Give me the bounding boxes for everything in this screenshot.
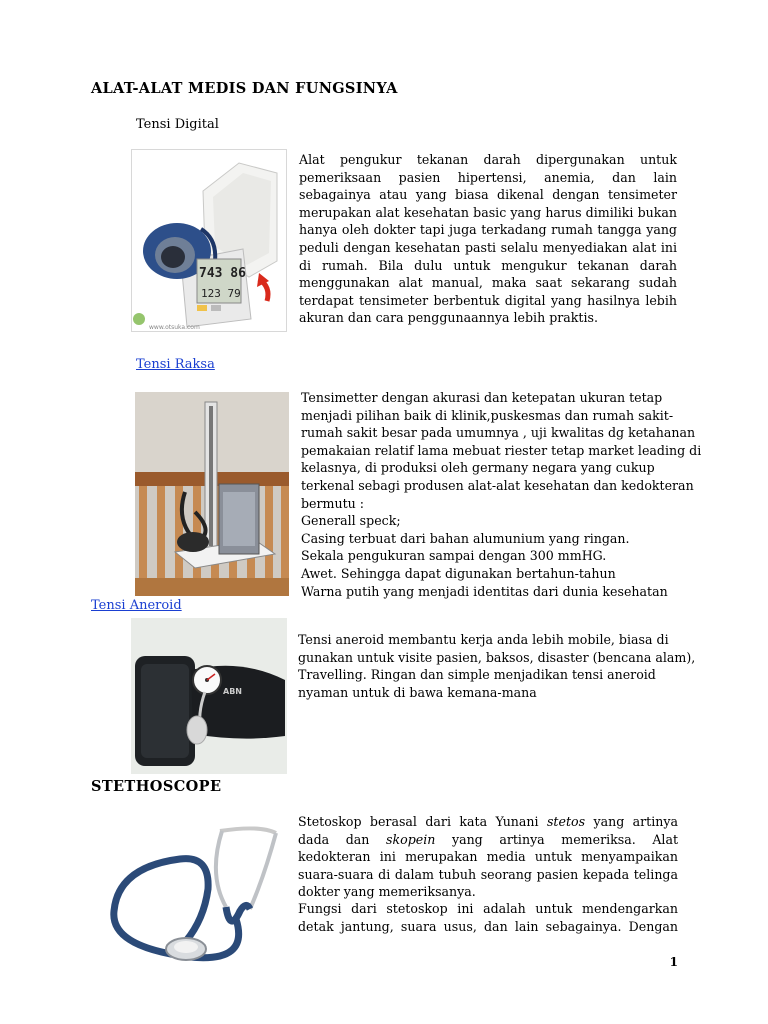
raksa-spec-item: Casing terbuat dari bahan alumunium yang ringan.: [301, 530, 630, 546]
stethoscope-paragraph-2: Fungsi dari stetoskop ini adalah untuk mendengarkan detak jantung, suara usus, dan lain sebagainya. Dengan: [298, 901, 678, 934]
page-number: 1: [669, 955, 678, 969]
stethoscope-heading: STETHOSCOPE: [91, 778, 222, 795]
tensi-aneroid-description: [298, 631, 698, 701]
raksa-line: pemakaian relatif lama mebuat riester tetap market leading di: [301, 442, 702, 458]
raksa-spec-item: Awet. Sehingga dapat digunakan bertahun-tahun: [301, 565, 616, 581]
raksa-line: rumah sakit besar pada umumnya , uji kwalitas dg ketahanan: [301, 425, 696, 441]
tensi-digital-label: Tensi Digital: [136, 117, 219, 132]
raksa-line: menjadi pilihan baik di klinik,puskesmas dan rumah sakit-: [301, 407, 674, 423]
tensi-aneroid-link[interactable]: Tensi Aneroid: [91, 598, 182, 613]
tensi-raksa-photo: [135, 392, 289, 596]
stetos-text-a: Stetoskop berasal dari kata Yunani: [298, 814, 547, 829]
term-stetos: stetos: [546, 814, 586, 829]
raksa-spec-item: Sekala pengukuran sampai dengan 300 mmHG.: [301, 548, 607, 564]
svg-text:ABN: ABN: [223, 687, 242, 696]
raksa-spec-heading: Generall speck;: [301, 513, 401, 529]
tensi-digital-photo: [131, 149, 287, 332]
tensi-aneroid-photo: [131, 618, 287, 774]
raksa-line: terkenal sebagi produsen alat-alat kesehatan dan kedokteran: [301, 477, 694, 493]
stetos-text-b: yang artinya dada dan: [298, 814, 679, 847]
aneroid-line: Travelling. Ringan dan simple menjadikan tensi aneroid: [298, 667, 656, 683]
term-skopein: skopein: [386, 831, 436, 847]
tensi-raksa-link[interactable]: Tensi Raksa: [136, 357, 215, 372]
raksa-line: kelasnya, di produksi oleh germany negara yang cukup: [301, 460, 655, 476]
stethoscope-paragraph-1: [298, 813, 678, 901]
photo-watermark: www.otsuka.com: [149, 324, 200, 331]
digital-display-bottom: 123 79: [201, 287, 241, 300]
aneroid-line: Tensi aneroid membantu kerja anda lebih mobile, biasa di: [298, 632, 669, 647]
tensi-digital-description: Alat pengukur tekanan darah dipergunakan untuk pemeriksaan pasien hipertensi, anemia, dan lain sebagainya atau yang biasa dikenal dengan tensimeter merupakan alat kesehatan basic yang harus dimiliki bukan hanya oleh dokter tapi juga terkadang rumah tangga yang peduli dengan kesehatan pasti selalu menyediakan alat ini di rumah. Bila dulu untuk mengukur tekanan darah menggunakan alat manual, maka saat sekarang sudah terdapat tensimeter berbentuk digital yang hasilnya lebih akuran dan cara penggunaannya lebih praktis.: [299, 152, 677, 326]
raksa-line: bermutu :: [301, 495, 365, 511]
aneroid-line: nyaman untuk di bawa kemana-mana: [298, 684, 537, 700]
stethoscope-photo: [100, 815, 285, 973]
stetos-text-c: yang artinya memeriksa. Alat kedokteran ini merupakan media untuk menyampaikan suara-suara di dalam tubuh seorang pasien kepada telinga dokter yang memeriksanya.: [298, 831, 679, 900]
tensi-raksa-description: [301, 389, 701, 600]
document-title: ALAT-ALAT MEDIS DAN FUNGSINYA: [91, 80, 398, 97]
digital-display-top: 743 86: [199, 266, 246, 281]
aneroid-line: gunakan untuk visite pasien, baksos, disaster (bencana alam),: [298, 649, 696, 665]
raksa-line: Tensimetter dengan akurasi dan ketepatan ukuran tetap: [301, 390, 663, 405]
raksa-spec-item: Warna putih yang menjadi identitas dari dunia kesehatan: [301, 583, 668, 599]
